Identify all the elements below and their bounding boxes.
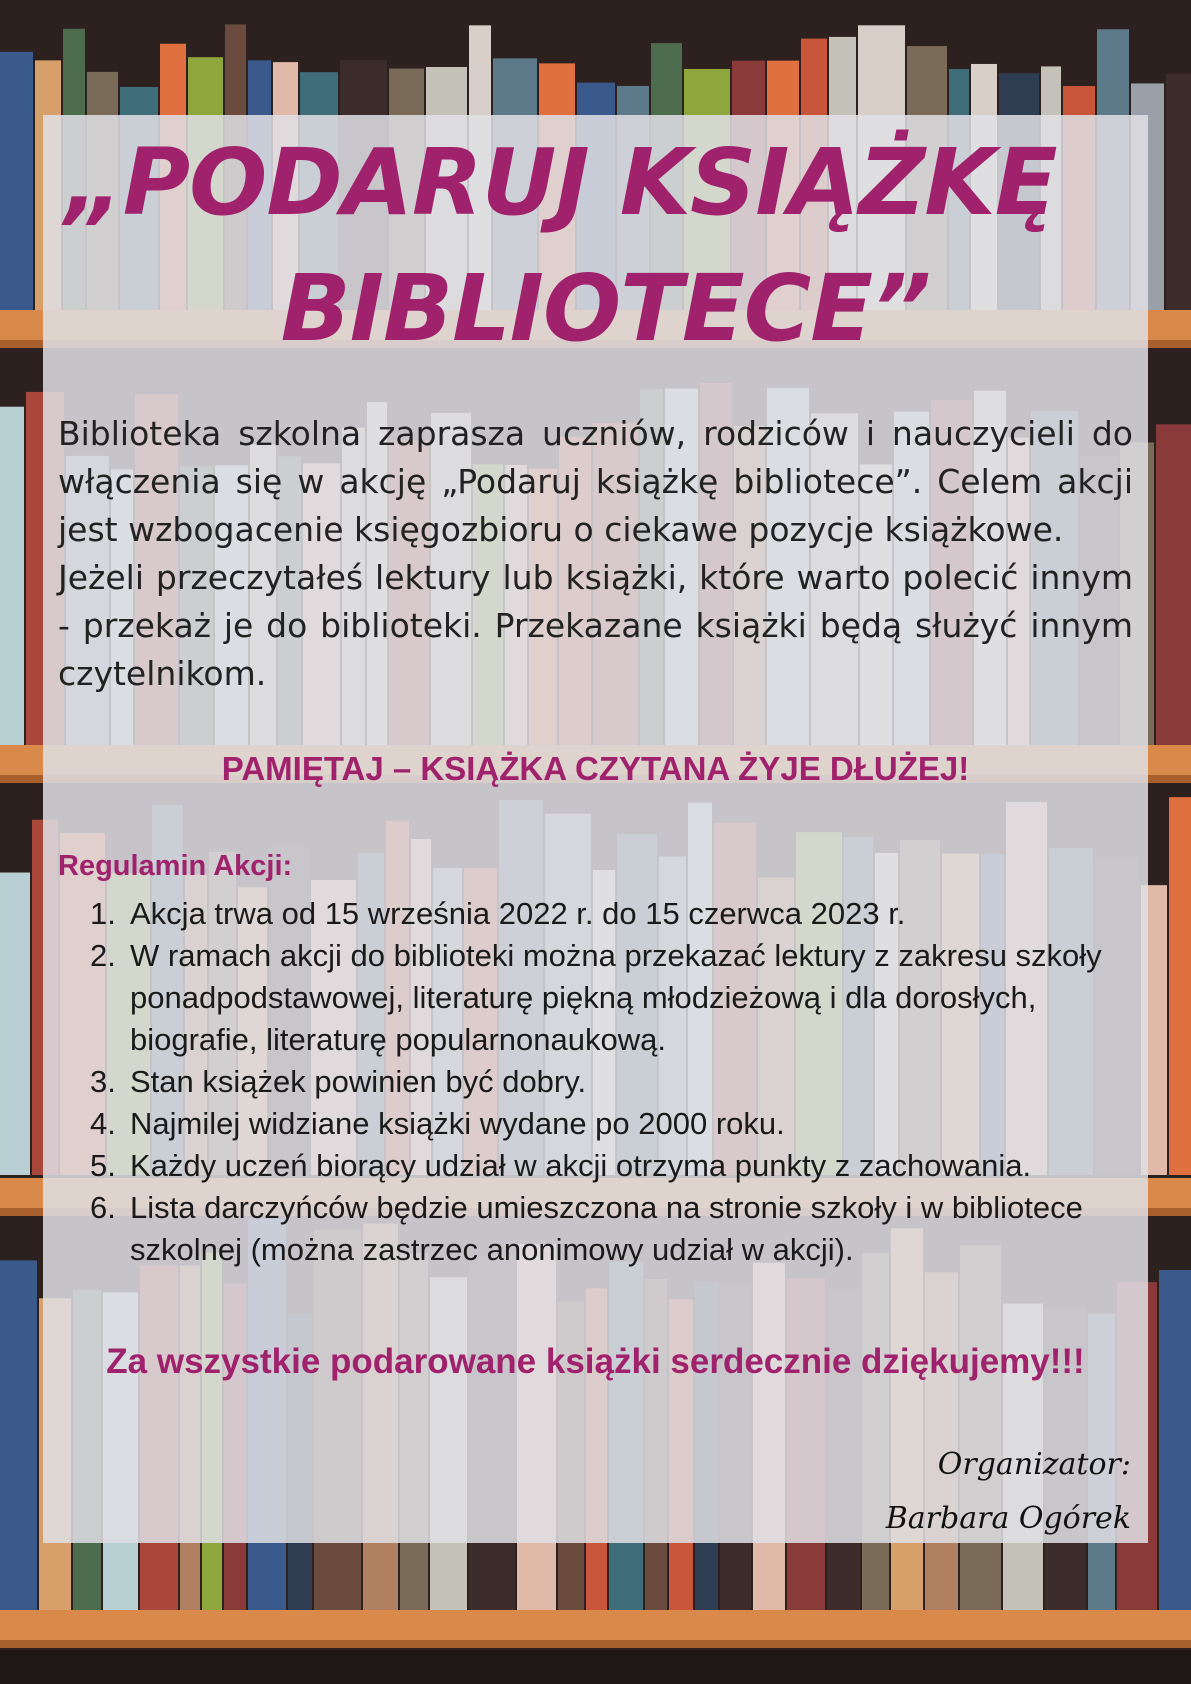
- rule-item: [0, 1061, 1150, 1103]
- rule-item: [0, 893, 1150, 935]
- rules-heading: Regulamin Akcji:: [58, 850, 293, 882]
- rules-list: [0, 893, 1150, 1271]
- organizer-block: [886, 1438, 1131, 1546]
- rule-item: [0, 1103, 1150, 1145]
- book-spine: [1156, 424, 1191, 745]
- shelf-edge: [0, 1640, 1191, 1648]
- title-line-1: „PODARUJ KSIĄŻKĘ: [64, 129, 1057, 236]
- rule-text: Lista darczyńców będzie umieszczona na stronie szkoły i w bibliotece szkolnej (można zastrzec anonimowy udział w akcji).: [130, 1190, 1083, 1267]
- rule-number: 2.: [90, 938, 116, 973]
- intro-text: [58, 410, 1133, 698]
- shelf-board: [0, 1610, 1191, 1644]
- rule-text: Stan książek powinien być dobry.: [130, 1064, 587, 1099]
- organizer-label: Organizator:: [937, 1447, 1131, 1482]
- book-spine: [1159, 1270, 1191, 1610]
- rule-text: Każdy uczeń biorący udział w akcji otrzyma punkty z zachowania.: [130, 1148, 1032, 1183]
- rule-number: 3.: [90, 1064, 116, 1099]
- intro-paragraph-1: Biblioteka szkolna zaprasza uczniów, rodziców i nauczycieli do włączenia się w akcję „Podaruj książkę bibliotece”. Celem akcji jest wzbogacenie księgozbioru o ciekawe pozycje książkowe.: [58, 414, 1133, 549]
- rule-text: Najmilej widziane książki wydane po 2000 roku.: [130, 1106, 785, 1141]
- thanks-message: Za wszystkie podarowane książki serdecznie dziękujemy!!!: [106, 1342, 1085, 1381]
- reminder-slogan: PAMIĘTAJ – KSIĄŻKA CZYTANA ŻYJE DŁUŻEJ!: [221, 750, 970, 787]
- rule-item: [0, 1187, 1150, 1271]
- book-spine: [0, 407, 24, 745]
- book-spine: [1166, 73, 1191, 310]
- rule-item: [0, 1145, 1150, 1187]
- rule-text: W ramach akcji do biblioteki można przekazać lektury z zakresu szkoły ponadpodstawowej, literaturę piękną młodzieżową i dla dorosłych, biografie, literaturę popularnonaukową.: [130, 938, 1102, 1057]
- floor: [0, 1650, 1191, 1684]
- rule-text: Akcja trwa od 15 września 2022 r. do 15 czerwca 2023 r.: [130, 896, 906, 931]
- organizer-name: Barbara Ogórek: [885, 1501, 1131, 1536]
- book-spine: [0, 1260, 37, 1610]
- poster-title: [43, 120, 1148, 372]
- intro-paragraph-2: Jeżeli przeczytałeś lektury lub książki, które warto polecić innym - przekaż je do biblioteki. Przekazane książki będą służyć innym czytelnikom.: [58, 558, 1133, 693]
- book-spine: [1169, 797, 1191, 1175]
- title-line-2: BIBLIOTECE”: [280, 255, 931, 362]
- rule-number: 1.: [90, 896, 116, 931]
- rule-item: [0, 935, 1150, 1061]
- rule-number: 6.: [90, 1190, 116, 1225]
- rule-number: 5.: [90, 1148, 116, 1183]
- rule-number: 4.: [90, 1106, 116, 1141]
